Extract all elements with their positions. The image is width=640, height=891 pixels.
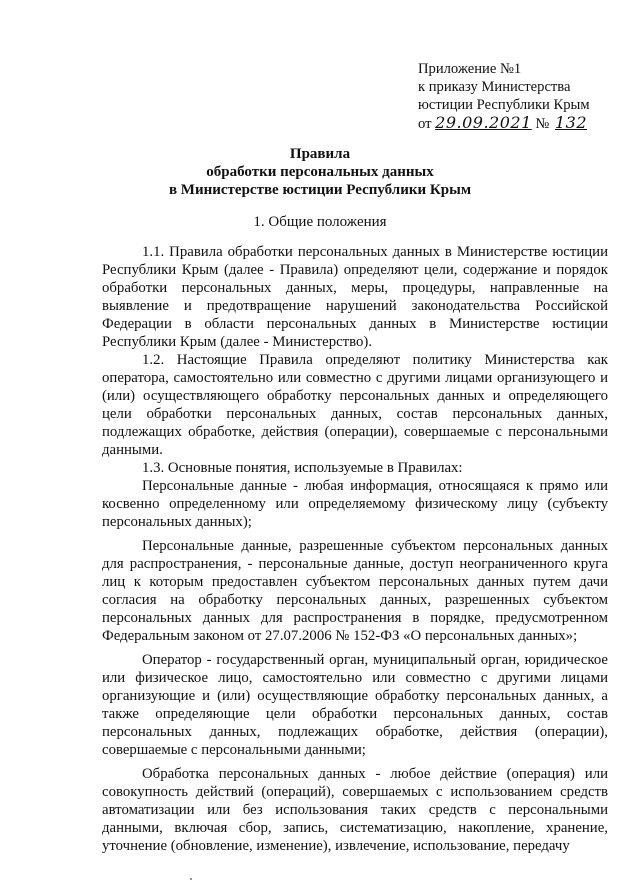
paragraph-1-3: 1.3. Основные понятия, используемые в Правилах:: [142, 460, 463, 476]
definition-operator: Оператор - государственный орган, муниципальный орган, юридическое или физическое лицо, самостоятельно или совместно с другими лицами организующие и (или) осуществляющие обработку персональных данных, а также определяющие цели обработки персональных данных, состав персональных данных, подлежащих обработке, действия (операции), совершаемые с персональными данными;: [102, 652, 608, 758]
appendix-header: [418, 60, 618, 133]
definition-public-personal-data: Персональные данные, разрешенные субъектом персональных данных для распространения, - персональные данные, доступ неограниченного круга лиц к которым предоставлен субъектом персональных данных путем дачи согласия на обработку персональных данных, разрешенных субъектом персональных данных для распространения в порядке, предусмотренном Федеральным законом от 27.07.2006 № 152-ФЗ «О персональных данных»;: [102, 538, 608, 644]
handwritten-number: 132: [555, 113, 588, 132]
appendix-date-line: [418, 114, 618, 133]
document-title: [100, 145, 540, 199]
appendix-line-3: юстиции Республики Крым: [418, 97, 590, 113]
handwritten-date: 29.09.2021: [435, 113, 532, 132]
title-line-3: в Министерстве юстиции Республики Крым: [168, 182, 472, 198]
section-heading: 1. Общие положения: [253, 214, 387, 230]
number-label: №: [535, 116, 550, 132]
appendix-line-1: Приложение №1: [418, 61, 522, 77]
definition-personal-data: Персональные данные - любая информация, относящаяся к прямо или косвенно определенному или определяемому физическому лицу (субъекту персональных данных);: [102, 478, 608, 530]
title-line-1: Правила: [289, 146, 351, 162]
appendix-line-2: к приказу Министерства: [418, 79, 571, 95]
paragraph-1-1: 1.1. Правила обработки персональных данных в Министерстве юстиции Республики Крым (далее - Правила) определяют цели, содержание и порядок обработки персональных данных, меры, процедуры, направленные на выявление и предотвращение нарушений законодательства Российской Федерации в области персональных данных в Министерстве юстиции Республики Крым (далее - Министерство).: [102, 244, 608, 350]
from-label: от: [418, 116, 432, 132]
document-body: [102, 243, 608, 855]
paragraph-1-2: 1.2. Настоящие Правила определяют политику Министерства как оператора, самостоятельно или совместно с другими лицами организующего и (или) осуществляющего обработку персональных данных и определяющего цели обработки персональных данных, состав персональных данных, подлежащих обработке, действия (операции), совершаемые с персональными данными.: [102, 352, 608, 458]
definition-processing: Обработка персональных данных - любое действие (операция) или совокупность действий (операций), совершаемых с использованием средств автоматизации или без использования таких средств с персональными данными, включая сбор, запись, систематизацию, накопление, хранение, уточнение (обновление, изменение), извлечение, использование, передачу: [102, 766, 608, 854]
title-line-2: обработки персональных данных: [206, 164, 434, 180]
scan-speck: [190, 878, 192, 880]
